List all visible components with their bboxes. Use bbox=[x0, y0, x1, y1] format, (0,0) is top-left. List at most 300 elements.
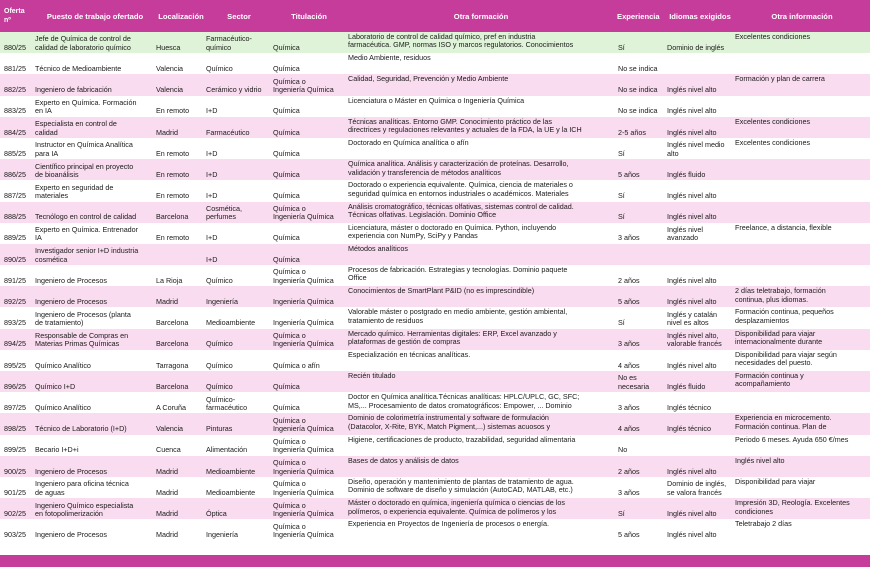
cell-localizacion-text: En remoto bbox=[156, 233, 190, 243]
cell-localizacion bbox=[156, 159, 206, 180]
cell-info bbox=[735, 53, 870, 74]
cell-oferta bbox=[4, 138, 34, 159]
cell-localizacion-text: En remoto bbox=[156, 106, 190, 116]
cell-titulacion bbox=[273, 392, 346, 413]
cell-experiencia-text: 3 años bbox=[618, 233, 640, 243]
cell-puesto bbox=[35, 223, 155, 244]
cell-oferta bbox=[4, 413, 34, 434]
cell-titulacion-text: Química o Ingeniería Química bbox=[273, 479, 334, 497]
cell-formacion bbox=[348, 392, 618, 413]
cell-oferta-text: 894/25 bbox=[4, 339, 26, 349]
cell-oferta-text: 896/25 bbox=[4, 381, 26, 391]
cell-sector bbox=[206, 329, 272, 350]
cell-oferta-text: 902/25 bbox=[4, 508, 26, 518]
cell-info bbox=[735, 307, 870, 328]
cell-formacion-text: Doctorado en Química analítica o afín bbox=[348, 137, 469, 147]
cell-titulacion bbox=[273, 180, 346, 201]
cell-puesto bbox=[35, 307, 155, 328]
cell-info-text: Excelentes condiciones bbox=[735, 137, 811, 147]
cell-puesto bbox=[35, 202, 155, 223]
cell-idiomas bbox=[667, 413, 734, 434]
cell-experiencia bbox=[618, 117, 666, 138]
cell-localizacion bbox=[156, 74, 206, 95]
cell-puesto-text: Ingeniero de Procesos bbox=[35, 466, 107, 476]
cell-oferta-text: 883/25 bbox=[4, 106, 26, 116]
cell-localizacion-text: Madrid bbox=[156, 508, 178, 518]
cell-experiencia bbox=[618, 202, 666, 223]
cell-titulacion-text: Química bbox=[273, 254, 300, 264]
cell-experiencia bbox=[618, 519, 666, 540]
cell-puesto-text: Especialista en control de calidad bbox=[35, 119, 117, 137]
cell-localizacion bbox=[156, 202, 206, 223]
cell-localizacion bbox=[156, 138, 206, 159]
cell-puesto bbox=[35, 477, 155, 498]
table-row bbox=[0, 117, 870, 138]
cell-experiencia-text: Sí bbox=[618, 191, 625, 201]
table-row bbox=[0, 32, 870, 53]
cell-puesto-text: Investigador senior I+D industria cosmética bbox=[35, 246, 139, 264]
cell-titulacion-text: Química bbox=[273, 127, 300, 137]
cell-experiencia bbox=[618, 350, 666, 371]
header-idiomas: Idiomas exigidos bbox=[669, 11, 731, 21]
cell-oferta bbox=[4, 477, 34, 498]
cell-localizacion-text: Huesca bbox=[156, 42, 181, 52]
cell-localizacion bbox=[156, 371, 206, 392]
cell-oferta bbox=[4, 53, 34, 74]
cell-experiencia-text: 4 años bbox=[618, 360, 640, 370]
cell-info bbox=[735, 286, 870, 307]
cell-info-text: Periodo 6 meses. Ayuda 650 €/mes bbox=[735, 434, 849, 444]
cell-sector-text: Óptica bbox=[206, 508, 227, 518]
cell-puesto-text: Ingeniero de fabricación bbox=[35, 85, 112, 95]
cell-oferta bbox=[4, 350, 34, 371]
cell-sector-text: I+D bbox=[206, 169, 218, 179]
cell-sector-text: Pinturas bbox=[206, 424, 233, 434]
cell-localizacion-text: A Coruña bbox=[156, 402, 186, 412]
table-row bbox=[0, 371, 870, 392]
cell-experiencia bbox=[618, 159, 666, 180]
cell-experiencia-text: Sí bbox=[618, 318, 625, 328]
cell-puesto-text: Ingeniero de Procesos (planta de tratamiento) bbox=[35, 309, 131, 328]
cell-oferta-text: 899/25 bbox=[4, 445, 26, 455]
cell-idiomas bbox=[667, 138, 734, 159]
cell-info bbox=[735, 32, 870, 53]
cell-info bbox=[735, 350, 870, 371]
cell-titulacion bbox=[273, 498, 346, 519]
cell-formacion-text: Mercado químico. Herramientas digitales: ERP, Excel avanzado y plataformas de gestión de compras bbox=[348, 328, 557, 347]
cell-oferta-text: 898/25 bbox=[4, 424, 26, 434]
cell-formacion bbox=[348, 180, 618, 201]
cell-titulacion-text: Química o Ingeniería Química bbox=[273, 76, 334, 95]
cell-localizacion bbox=[156, 350, 206, 371]
table-row bbox=[0, 392, 870, 413]
cell-info bbox=[735, 435, 870, 456]
cell-sector bbox=[206, 456, 272, 477]
cell-oferta bbox=[4, 329, 34, 350]
cell-localizacion-text: En remoto bbox=[156, 148, 190, 158]
cell-localizacion bbox=[156, 223, 206, 244]
cell-sector-text: Medioambiente bbox=[206, 466, 256, 476]
cell-formacion-text: Doctor en Química analítica.Técnicas analíticas: HPLC/UPLC, GC, SFC; MS,... Procesamiento de datos cromatográficos: Empower, ... Dominio bbox=[348, 392, 580, 410]
cell-sector-text: I+D bbox=[206, 233, 218, 243]
cell-experiencia bbox=[618, 456, 666, 477]
cell-titulacion bbox=[273, 117, 346, 138]
cell-idiomas bbox=[667, 180, 734, 201]
cell-experiencia-text: Sí bbox=[618, 212, 625, 222]
cell-puesto-text: Químico Analítico bbox=[35, 360, 91, 370]
cell-localizacion-text: Valencia bbox=[156, 63, 184, 73]
cell-puesto bbox=[35, 498, 155, 519]
cell-titulacion bbox=[273, 223, 346, 244]
cell-localizacion bbox=[156, 286, 206, 307]
cell-sector-text: I+D bbox=[206, 191, 218, 201]
cell-sector bbox=[206, 138, 272, 159]
cell-localizacion bbox=[156, 519, 206, 540]
header-titulacion: Titulación bbox=[291, 11, 327, 21]
table-row bbox=[0, 138, 870, 159]
cell-sector bbox=[206, 371, 272, 392]
cell-sector bbox=[206, 413, 272, 434]
cell-idiomas bbox=[667, 477, 734, 498]
cell-formacion-text: Licenciatura, máster o doctorado en Química. Python, incluyendo experiencia con NumPy, SciPy y Pandas bbox=[348, 222, 557, 241]
cell-info-text: 2 días teletrabajo, formación continua, plus idiomas. bbox=[735, 286, 826, 304]
cell-sector-text: Farmacéutico- químico bbox=[206, 34, 252, 52]
cell-idiomas-text: Dominio de inglés bbox=[667, 42, 725, 52]
cell-formacion-text: Procesos de fabricación. Estrategias y tecnologías. Dominio paquete Office bbox=[348, 265, 568, 283]
cell-formacion-text: Dominio de colorimetría instrumental y software de formulación (Datacolor, X-Rite, BYK, Match Pigment,...) sistemas acuosos y bbox=[348, 413, 551, 431]
cell-oferta-text: 885/25 bbox=[4, 148, 26, 158]
cell-idiomas-text: Inglés nivel alto bbox=[667, 191, 717, 201]
cell-titulacion-text: Química o Ingeniería Química bbox=[273, 436, 334, 455]
cell-titulacion bbox=[273, 435, 346, 456]
cell-info-text: Excelentes condiciones bbox=[735, 116, 811, 126]
cell-puesto bbox=[35, 265, 155, 286]
cell-sector bbox=[206, 350, 272, 371]
cell-localizacion-text: Valencia bbox=[156, 424, 184, 434]
cell-experiencia-text: 4 años bbox=[618, 424, 640, 434]
cell-idiomas-text: Dominio de inglés, se valora francés bbox=[667, 479, 727, 497]
cell-experiencia bbox=[618, 96, 666, 117]
cell-idiomas bbox=[667, 329, 734, 350]
cell-experiencia bbox=[618, 435, 666, 456]
cell-idiomas-text: Inglés nivel alto bbox=[667, 508, 717, 518]
cell-formacion-text: Diseño, operación y mantenimiento de plantas de tratamiento de agua. Dominio de software de diseño y simulación (AutoCAD, MATLAB, etc.) bbox=[348, 476, 574, 495]
cell-oferta-text: 891/25 bbox=[4, 275, 26, 285]
cell-localizacion-text: Barcelona bbox=[156, 339, 189, 349]
cell-info bbox=[735, 265, 870, 286]
header-experiencia: Experiencia bbox=[617, 11, 660, 21]
cell-puesto-text: Técnico de Medioambiente bbox=[35, 63, 122, 73]
cell-idiomas-text: Inglés nivel alto bbox=[667, 106, 717, 116]
cell-puesto bbox=[35, 74, 155, 95]
cell-info bbox=[735, 223, 870, 244]
cell-puesto-text: Ingeniero de Procesos bbox=[35, 275, 107, 285]
cell-formacion-text: Bases de datos y análisis de datos bbox=[348, 455, 459, 465]
cell-sector bbox=[206, 117, 272, 138]
cell-formacion-text: Valorable máster o postgrado en medio ambiente, gestión ambiental, tratamiento de residuos bbox=[348, 307, 568, 325]
cell-idiomas-text: Inglés nivel alto bbox=[667, 530, 717, 540]
cell-idiomas bbox=[667, 498, 734, 519]
cell-experiencia bbox=[618, 286, 666, 307]
cell-formacion-text: Laboratorio de control de calidad químico, pref en industria farmacéutica. GMP, normas ISO y marcos regulatorios. Conocimientos bbox=[348, 32, 574, 50]
cell-oferta-text: 900/25 bbox=[4, 466, 26, 476]
table-row bbox=[0, 519, 870, 540]
table-row bbox=[0, 244, 870, 265]
cell-oferta bbox=[4, 435, 34, 456]
cell-localizacion bbox=[156, 265, 206, 286]
cell-sector-text: Químico bbox=[206, 381, 233, 391]
cell-oferta-text: 895/25 bbox=[4, 360, 26, 370]
cell-formacion bbox=[348, 53, 618, 74]
cell-idiomas bbox=[667, 350, 734, 371]
cell-idiomas-text: Inglés nivel alto bbox=[667, 275, 717, 285]
cell-formacion bbox=[348, 117, 618, 138]
cell-sector bbox=[206, 32, 272, 53]
cell-oferta bbox=[4, 498, 34, 519]
cell-idiomas-text: Inglés nivel alto, valorable francés bbox=[667, 331, 722, 349]
cell-titulacion bbox=[273, 329, 346, 350]
cell-titulacion-text: Química bbox=[273, 402, 300, 412]
cell-idiomas-text: Inglés fluido bbox=[667, 381, 706, 391]
cell-puesto-text: Experto en seguridad de materiales bbox=[35, 182, 114, 201]
cell-info-text: Formación y plan de carrera bbox=[735, 74, 825, 84]
table-row bbox=[0, 456, 870, 477]
cell-formacion-text: Recién titulado bbox=[348, 371, 396, 380]
cell-sector-text: Medioambiente bbox=[206, 318, 256, 328]
cell-formacion bbox=[348, 265, 618, 286]
cell-oferta bbox=[4, 32, 34, 53]
table-row bbox=[0, 180, 870, 201]
cell-experiencia bbox=[618, 223, 666, 244]
cell-localizacion bbox=[156, 117, 206, 138]
cell-oferta-text: 886/25 bbox=[4, 169, 26, 179]
cell-info bbox=[735, 159, 870, 180]
cell-sector-text: Alimentación bbox=[206, 445, 248, 455]
table-row bbox=[0, 96, 870, 117]
cell-formacion bbox=[348, 138, 618, 159]
cell-idiomas bbox=[667, 202, 734, 223]
cell-formacion-text: Calidad, Seguridad, Prevención y Medio Ambiente bbox=[348, 74, 509, 84]
cell-puesto-text: Químico I+D bbox=[35, 381, 76, 391]
cell-puesto bbox=[35, 96, 155, 117]
cell-sector bbox=[206, 74, 272, 95]
cell-info bbox=[735, 96, 870, 117]
table-row bbox=[0, 265, 870, 286]
cell-info-text: Experiencia en microcemento. Formación continua. Plan de bbox=[735, 413, 832, 431]
cell-titulacion bbox=[273, 74, 346, 95]
cell-sector-text: I+D bbox=[206, 254, 218, 264]
cell-idiomas bbox=[667, 74, 734, 95]
cell-info bbox=[735, 138, 870, 159]
cell-idiomas-text: Inglés fluido bbox=[667, 169, 706, 179]
cell-sector-text: Químico bbox=[206, 275, 233, 285]
cell-oferta-text: 881/25 bbox=[4, 63, 26, 73]
cell-puesto bbox=[35, 180, 155, 201]
cell-sector-text: I+D bbox=[206, 106, 218, 116]
cell-idiomas bbox=[667, 53, 734, 74]
cell-titulacion bbox=[273, 265, 346, 286]
cell-sector bbox=[206, 223, 272, 244]
table-row bbox=[0, 307, 870, 328]
cell-sector-text: Químico bbox=[206, 360, 233, 370]
cell-sector bbox=[206, 519, 272, 540]
cell-oferta bbox=[4, 371, 34, 392]
cell-puesto bbox=[35, 244, 155, 265]
cell-puesto bbox=[35, 329, 155, 350]
table-row bbox=[0, 74, 870, 95]
cell-puesto-text: Responsable de Compras en Materias Primas Químicas bbox=[35, 331, 129, 349]
cell-experiencia-text: 3 años bbox=[618, 339, 640, 349]
cell-localizacion-text: En remoto bbox=[156, 191, 190, 201]
cell-info-text: Disponibilidad para viajar según necesidades del puesto. bbox=[735, 349, 837, 368]
cell-experiencia bbox=[618, 180, 666, 201]
cell-titulacion-text: Química o Ingeniería Química bbox=[273, 521, 334, 540]
cell-puesto-text: Experto en Química. Formación en IA bbox=[35, 97, 137, 116]
cell-titulacion-text: Química bbox=[273, 106, 300, 116]
cell-titulacion-text: Química o Ingeniería Química bbox=[273, 203, 334, 222]
cell-titulacion-text: Química o Ingeniería Química bbox=[273, 267, 334, 285]
header-formacion: Otra formación bbox=[453, 11, 509, 21]
cell-localizacion-text: Madrid bbox=[156, 466, 178, 476]
cell-formacion-text: Licenciatura o Máster en Química o Ingeniería Química bbox=[348, 95, 525, 105]
cell-sector bbox=[206, 498, 272, 519]
cell-idiomas bbox=[667, 371, 734, 392]
cell-puesto bbox=[35, 138, 155, 159]
cell-sector bbox=[206, 307, 272, 328]
cell-formacion-text: Técnicas analíticas. Entorno GMP. Conocimiento práctico de las directrices y regulaciones relevantes y actuales de la FDA, la UE y la ICH bbox=[348, 116, 582, 135]
cell-idiomas bbox=[667, 32, 734, 53]
cell-localizacion-text: Madrid bbox=[156, 530, 178, 540]
cell-sector-text: I+D bbox=[206, 148, 218, 158]
cell-localizacion bbox=[156, 413, 206, 434]
cell-idiomas-text: Inglés nivel medio alto bbox=[667, 140, 725, 158]
cell-experiencia-text: 2-5 años bbox=[618, 127, 646, 137]
cell-info bbox=[735, 456, 870, 477]
cell-experiencia-text: No se indica bbox=[618, 63, 658, 73]
cell-oferta-text: 897/25 bbox=[4, 402, 26, 412]
cell-oferta-text: 893/25 bbox=[4, 318, 26, 328]
cell-sector bbox=[206, 286, 272, 307]
cell-experiencia bbox=[618, 498, 666, 519]
cell-idiomas-text: Inglés técnico bbox=[667, 402, 711, 412]
cell-titulacion bbox=[273, 350, 346, 371]
cell-puesto bbox=[35, 32, 155, 53]
cell-puesto-text: Jefe de Química de control de calidad de laboratorio químico bbox=[35, 34, 131, 52]
cell-idiomas bbox=[667, 435, 734, 456]
cell-puesto-text: Ingeniero para oficina técnica de aguas bbox=[35, 479, 129, 497]
cell-formacion bbox=[348, 456, 618, 477]
cell-idiomas bbox=[667, 96, 734, 117]
cell-info bbox=[735, 74, 870, 95]
cell-experiencia-text: No se indica bbox=[618, 106, 658, 116]
cell-experiencia-text: No bbox=[618, 445, 628, 455]
cell-idiomas bbox=[667, 159, 734, 180]
cell-puesto bbox=[35, 53, 155, 74]
cell-localizacion-text: Madrid bbox=[156, 127, 178, 137]
cell-titulacion bbox=[273, 244, 346, 265]
cell-oferta-text: 884/25 bbox=[4, 127, 26, 137]
cell-oferta-text: 887/25 bbox=[4, 191, 26, 201]
cell-experiencia bbox=[618, 392, 666, 413]
cell-idiomas-text: Inglés nivel alto bbox=[667, 466, 717, 476]
cell-formacion bbox=[348, 32, 618, 53]
cell-localizacion-text: Barcelona bbox=[156, 381, 189, 391]
cell-puesto-text: Químico Analítico bbox=[35, 402, 91, 412]
cell-puesto-text: Tecnólogo en control de calidad bbox=[35, 212, 137, 222]
cell-experiencia bbox=[618, 413, 666, 434]
table-row bbox=[0, 413, 870, 434]
header-sector: Sector bbox=[227, 11, 251, 21]
cell-sector-text: Medioambiente bbox=[206, 487, 256, 497]
cell-titulacion-text: Química bbox=[273, 191, 300, 201]
cell-oferta-text: 892/25 bbox=[4, 297, 26, 307]
cell-idiomas bbox=[667, 519, 734, 540]
cell-oferta bbox=[4, 180, 34, 201]
cell-formacion-text: Análisis cromatográfico, técnicas olfativas, sistemas control de calidad. Técnicas olfativas. Legislación. Dominio Office bbox=[348, 201, 574, 219]
cell-sector-text: Químico bbox=[206, 339, 233, 349]
cell-puesto-text: Científico principal en proyecto de bioanálisis bbox=[35, 161, 134, 179]
cell-idiomas-text: Inglés nivel alto bbox=[667, 85, 717, 95]
cell-experiencia-text: Sí bbox=[618, 508, 625, 518]
cell-puesto-text: Becario I+D+i bbox=[35, 445, 79, 455]
cell-formacion-text: Métodos analíticos bbox=[348, 243, 408, 253]
cell-info-text: Freelance, a distancia, flexible bbox=[735, 222, 832, 232]
cell-info bbox=[735, 371, 870, 392]
header-puesto: Puesto de trabajo ofertado bbox=[46, 11, 144, 21]
cell-sector-text: Ingeniería bbox=[206, 297, 238, 307]
cell-titulacion bbox=[273, 96, 346, 117]
cell-puesto bbox=[35, 413, 155, 434]
cell-localizacion-text: Barcelona bbox=[156, 318, 189, 328]
table-row bbox=[0, 53, 870, 74]
cell-info-text: Impresión 3D, Reología. Excelentes condiciones bbox=[735, 498, 850, 516]
header-localizacion: Localización bbox=[158, 11, 204, 21]
cell-experiencia-text: No es necesaria bbox=[618, 373, 650, 391]
cell-puesto-text: Experto en Química. Entrenador IA bbox=[35, 225, 139, 243]
cell-localizacion bbox=[156, 329, 206, 350]
cell-experiencia bbox=[618, 307, 666, 328]
cell-oferta bbox=[4, 392, 34, 413]
cell-sector bbox=[206, 244, 272, 265]
cell-puesto-text: Ingeniero Químico especialista en fotopolimerización bbox=[35, 500, 134, 518]
cell-oferta bbox=[4, 286, 34, 307]
cell-titulacion-text: Química o Ingeniería Química bbox=[273, 500, 334, 518]
cell-titulacion bbox=[273, 32, 346, 53]
cell-oferta bbox=[4, 96, 34, 117]
cell-sector bbox=[206, 392, 272, 413]
cell-experiencia bbox=[618, 371, 666, 392]
cell-oferta-text: 880/25 bbox=[4, 42, 26, 52]
cell-idiomas bbox=[667, 223, 734, 244]
cell-oferta-text: 888/25 bbox=[4, 212, 26, 222]
cell-experiencia bbox=[618, 477, 666, 498]
cell-sector bbox=[206, 435, 272, 456]
cell-puesto-text: Técnico de Laboratorio (I+D) bbox=[35, 424, 127, 434]
cell-localizacion-text: Cuenca bbox=[156, 445, 181, 455]
cell-formacion bbox=[348, 159, 618, 180]
cell-experiencia bbox=[618, 74, 666, 95]
cell-localizacion-text: Tarragona bbox=[156, 360, 189, 370]
cell-oferta-text: 889/25 bbox=[4, 233, 26, 243]
cell-titulacion-text: Ingeniería Química bbox=[273, 297, 334, 307]
cell-info-text: Teletrabajo 2 días bbox=[735, 519, 792, 529]
cell-titulacion-text: Química o Ingeniería Química bbox=[273, 331, 334, 349]
cell-experiencia bbox=[618, 329, 666, 350]
cell-info bbox=[735, 180, 870, 201]
cell-experiencia bbox=[618, 32, 666, 53]
cell-oferta-text: 890/25 bbox=[4, 254, 26, 264]
cell-formacion bbox=[348, 519, 618, 540]
